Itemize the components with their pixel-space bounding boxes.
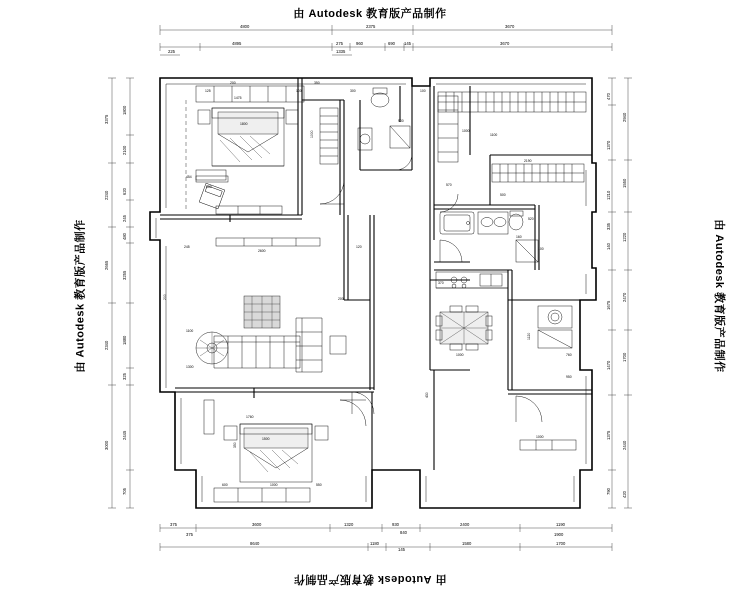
svg-text:2400: 2400 <box>460 522 470 527</box>
svg-text:1880: 1880 <box>122 335 127 345</box>
dimension-lines-right <box>606 78 632 508</box>
watermark-top: 由 Autodesk 教育版产品制作 <box>293 8 447 20</box>
svg-text:245: 245 <box>122 215 127 222</box>
svg-text:1800: 1800 <box>240 122 248 126</box>
guest-wc <box>358 88 412 170</box>
svg-text:2600: 2600 <box>258 249 266 253</box>
svg-text:200: 200 <box>338 297 344 301</box>
svg-text:1675: 1675 <box>606 300 611 310</box>
svg-text:145: 145 <box>398 547 405 552</box>
svg-text:2100: 2100 <box>122 145 127 155</box>
svg-text:8640: 8640 <box>250 541 260 546</box>
svg-text:1180: 1180 <box>370 541 380 546</box>
study-room-furniture <box>438 92 586 182</box>
svg-text:200: 200 <box>163 294 167 300</box>
svg-text:370: 370 <box>438 281 444 285</box>
svg-text:4895: 4895 <box>232 41 242 46</box>
svg-text:1900: 1900 <box>554 532 564 537</box>
svg-text:2665: 2665 <box>104 260 109 270</box>
interior-walls <box>160 78 592 508</box>
svg-text:760: 760 <box>566 353 572 357</box>
svg-text:2445: 2445 <box>122 430 127 440</box>
svg-text:600: 600 <box>222 483 228 487</box>
entry-hall <box>310 108 344 204</box>
svg-text:245: 245 <box>184 245 190 249</box>
svg-text:550: 550 <box>206 185 212 189</box>
svg-text:2470: 2470 <box>622 292 627 302</box>
svg-text:930: 930 <box>392 522 399 527</box>
svg-text:1550: 1550 <box>622 178 627 188</box>
svg-text:1320: 1320 <box>344 522 354 527</box>
svg-text:225: 225 <box>168 49 175 54</box>
dimension-lines-top <box>160 24 612 55</box>
svg-text:1700: 1700 <box>622 352 627 362</box>
svg-text:705: 705 <box>122 488 127 495</box>
svg-text:1375: 1375 <box>606 430 611 440</box>
svg-text:3255: 3255 <box>122 270 127 280</box>
svg-text:840: 840 <box>400 530 407 535</box>
svg-text:350: 350 <box>314 81 320 85</box>
kitchen-fixtures <box>436 272 508 357</box>
svg-text:1500: 1500 <box>262 437 270 441</box>
svg-text:790: 790 <box>606 488 611 495</box>
svg-text:1580: 1580 <box>462 541 472 546</box>
svg-text:145: 145 <box>404 41 411 46</box>
svg-text:520: 520 <box>528 217 534 221</box>
svg-text:350: 350 <box>233 442 237 448</box>
svg-text:375: 375 <box>186 532 193 537</box>
svg-text:1000: 1000 <box>270 483 278 487</box>
svg-text:100: 100 <box>296 89 302 93</box>
svg-text:900: 900 <box>398 119 404 123</box>
svg-text:690: 690 <box>388 41 395 46</box>
svg-text:325: 325 <box>122 373 127 380</box>
svg-text:1210: 1210 <box>606 190 611 200</box>
svg-text:1120: 1120 <box>527 332 531 340</box>
svg-text:2440: 2440 <box>622 440 627 450</box>
svg-text:160: 160 <box>516 235 522 239</box>
svg-text:430: 430 <box>425 392 429 398</box>
svg-text:2940: 2940 <box>622 112 627 122</box>
svg-text:200: 200 <box>230 81 236 85</box>
svg-text:2375: 2375 <box>366 24 376 29</box>
svg-text:500: 500 <box>500 193 506 197</box>
svg-text:1335: 1335 <box>336 49 346 54</box>
svg-text:3600: 3600 <box>252 522 262 527</box>
svg-text:100: 100 <box>420 89 426 93</box>
bedroom-2-furniture <box>204 400 366 502</box>
svg-text:3375: 3375 <box>104 114 109 124</box>
svg-text:950: 950 <box>566 375 572 379</box>
svg-text:454: 454 <box>186 175 192 179</box>
svg-text:140: 140 <box>606 243 611 250</box>
svg-text:1000: 1000 <box>462 129 470 133</box>
svg-text:2240: 2240 <box>104 190 109 200</box>
svg-text:1470: 1470 <box>606 360 611 370</box>
svg-text:335: 335 <box>606 223 611 230</box>
master-bedroom-furniture <box>186 86 304 214</box>
svg-text:375: 375 <box>170 522 177 527</box>
svg-text:4800: 4800 <box>240 24 250 29</box>
svg-text:480: 480 <box>122 233 127 240</box>
svg-text:550: 550 <box>316 483 322 487</box>
svg-text:3670: 3670 <box>505 24 515 29</box>
svg-text:1800: 1800 <box>122 105 127 115</box>
svg-text:1000: 1000 <box>456 353 464 357</box>
svg-text:420: 420 <box>622 491 627 498</box>
svg-text:2340: 2340 <box>104 340 109 350</box>
svg-text:1370: 1370 <box>606 140 611 150</box>
svg-text:1220: 1220 <box>622 232 627 242</box>
svg-text:1190: 1190 <box>556 522 566 527</box>
svg-text:100: 100 <box>538 247 544 251</box>
svg-text:1000: 1000 <box>310 130 314 138</box>
svg-text:1100: 1100 <box>186 329 194 333</box>
bathroom-fixtures <box>440 194 538 262</box>
svg-text:1760: 1760 <box>246 415 254 419</box>
svg-text:470: 470 <box>606 93 611 100</box>
watermark-bottom: 由 Autodesk 教育版产品制作 <box>293 573 447 585</box>
dimension-lines-bottom <box>160 522 612 552</box>
watermark-right: 由 Autodesk 教育版产品制作 <box>713 219 725 373</box>
svg-text:3000: 3000 <box>104 440 109 450</box>
svg-text:1100: 1100 <box>490 133 498 137</box>
svg-text:2190: 2190 <box>524 159 532 163</box>
svg-text:1475: 1475 <box>234 96 242 100</box>
svg-text:960: 960 <box>356 41 363 46</box>
svg-text:620: 620 <box>122 188 127 195</box>
svg-text:1700: 1700 <box>556 541 566 546</box>
svg-text:1300: 1300 <box>186 365 194 369</box>
svg-text:125: 125 <box>205 89 211 93</box>
svg-text:275: 275 <box>336 41 343 46</box>
svg-text:570: 570 <box>446 183 452 187</box>
svg-text:120: 120 <box>356 245 362 249</box>
svg-text:300: 300 <box>350 89 356 93</box>
svg-text:3670: 3670 <box>500 41 510 46</box>
svg-text:1000: 1000 <box>536 435 544 439</box>
watermark-left: 由 Autodesk 教育版产品制作 <box>74 219 87 373</box>
exterior-walls <box>150 78 596 508</box>
dimension-lines-left <box>104 78 134 508</box>
